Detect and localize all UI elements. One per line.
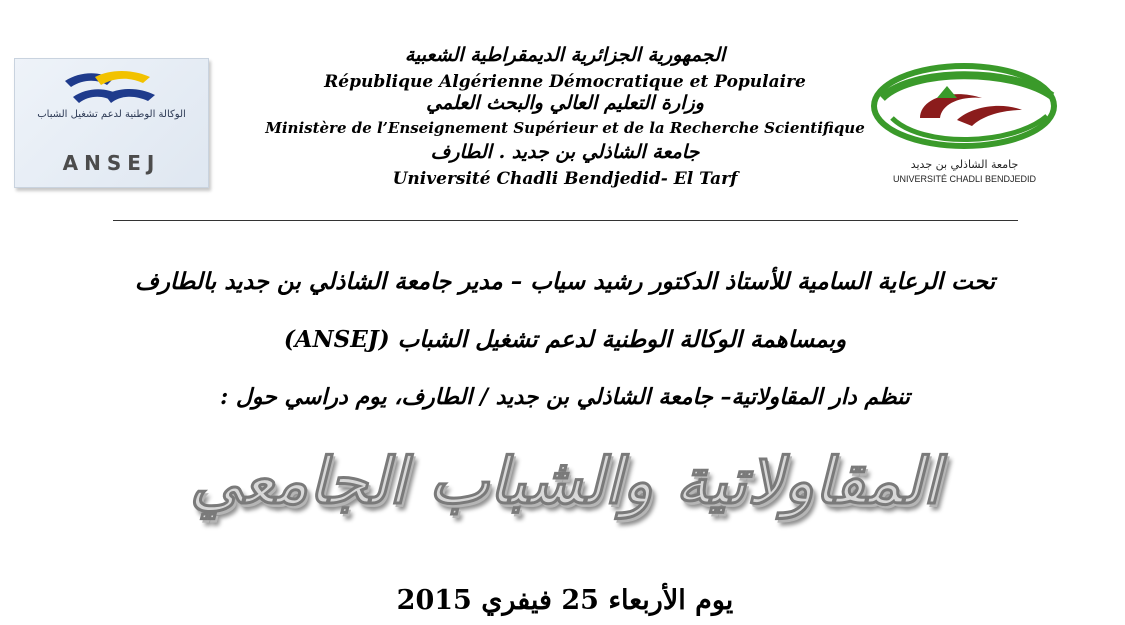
university-emblem-icon <box>862 58 1067 158</box>
header-divider <box>113 220 1018 221</box>
header-arabic-ministry: وزارة التعليم العالي والبحث العلمي <box>426 92 704 114</box>
organizer-line: تنظم دار المقاولاتية– جامعة الشاذلي بن جديد / الطارف، يوم دراسي حول : <box>220 384 910 410</box>
university-logo <box>862 58 1067 188</box>
event-title: المقاولاتية والشباب الجامعي <box>189 444 941 519</box>
university-french-text: UNIVERSITÉ CHADLI BENDJEDID <box>892 174 1037 184</box>
ansej-logo <box>14 58 209 188</box>
ansej-arabic-text: الوكالة الوطنية لدعم تشغيل الشباب <box>37 109 186 120</box>
contribution-line: وبمساهمة الوكالة الوطنية لدعم تشغيل الشباب (ANSEJ) <box>283 326 847 353</box>
patronage-line: تحت الرعاية السامية للأستاذ الدكتور رشيد سياب – مدير جامعة الشاذلي بن جديد بالطارف <box>134 268 996 295</box>
university-arabic-text: جامعة الشاذلي بن جديد <box>910 158 1019 171</box>
header-french-ministry: Ministère de l’Enseignement Supérieur et de la Recherche Scientifique <box>265 119 865 137</box>
header-french-university: Université Chadli Bendjedid- El Tarf <box>392 169 738 189</box>
header-arabic-republic: الجمهورية الجزائرية الديمقراطية الشعبية <box>404 44 726 66</box>
header-arabic-university: جامعة الشاذلي بن جديد . الطارف <box>430 141 700 163</box>
ansej-name: ANSEJ <box>62 151 161 175</box>
header-french-republic: République Algérienne Démocratique et Populaire <box>324 72 806 92</box>
ansej-emblem-icon <box>55 67 165 113</box>
event-date: يوم الأربعاء 25 فيفري 2015 <box>396 585 734 616</box>
